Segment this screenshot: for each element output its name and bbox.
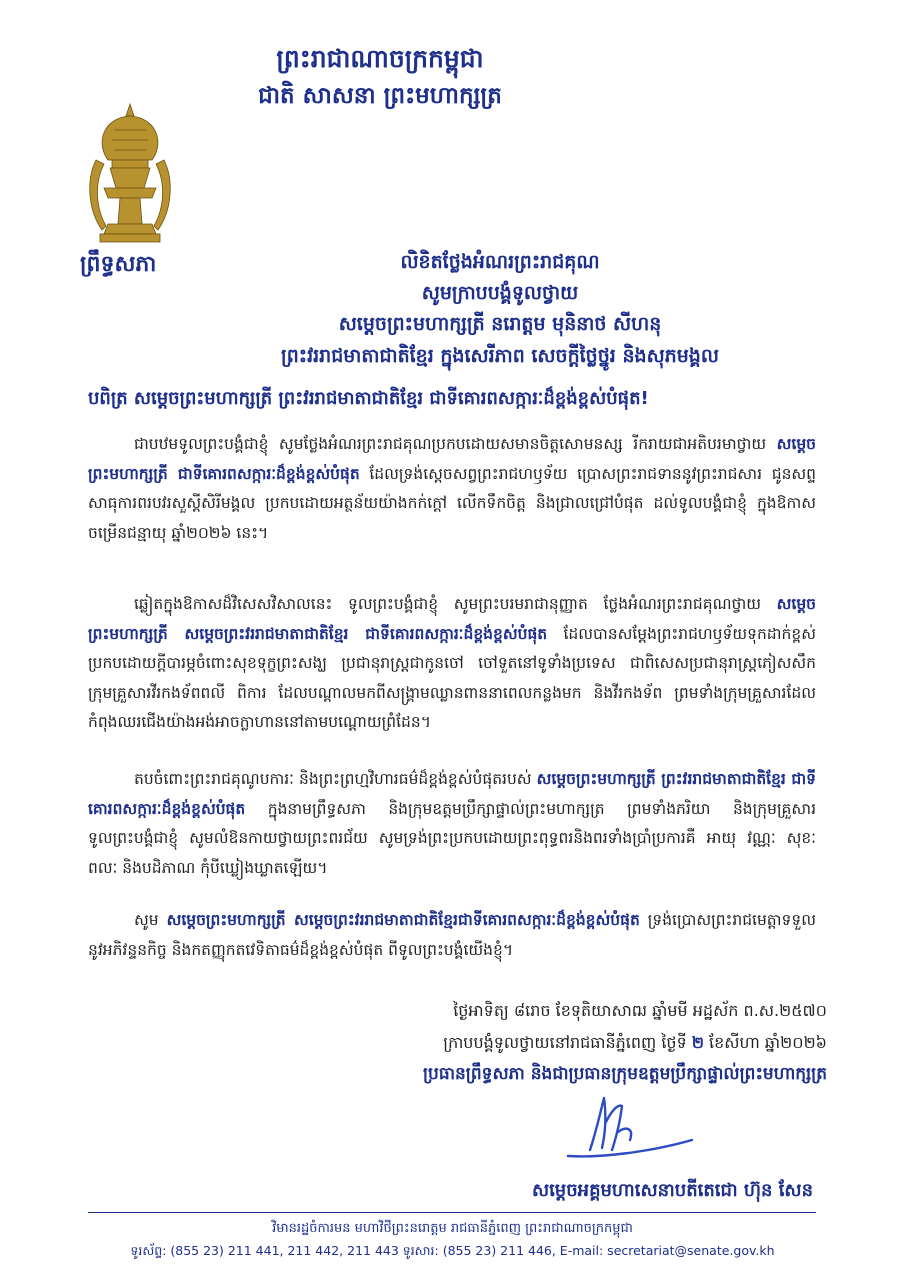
body-paragraph-4: សូម សម្តេចព្រះមហាក្សត្រី សម្តេចព្រះវររាជមាតាជាតិខ្មែរជាទីគោរពសក្ការៈដ៏ខ្ពង់ខ្ពស់បំផុត ទ្រង់ប្រោសព្រះរាជមេត្តាទទួលនូវអភិវន្ទនកិច្ច និងកតញ្ញុកតវេទិតាធម៌ដ៏ខ្ពង់ខ្ពស់បំផុត ពីទូលព្រះបង្គំយើងខ្ញុំ។ [88, 911, 816, 959]
signature-icon [560, 1092, 700, 1168]
body-paragraph-2: ឆ្លៀតក្នុងឱកាសដ៏វិសេសវិសាលនេះ ទូលព្រះបង្គំជាខ្ញុំ សូមព្រះបរមរាជានុញ្ញាត ថ្លែងអំណរព្រះរាជគុណថ្វាយ សម្តេចព្រះមហាក្សត្រី សម្តេចព្រះវររាជមាតាជាតិខ្មែរ ជាទីគោរពសក្ការៈដ៏ខ្ពង់ខ្ពស់បំផុត ដែលបានសម្តែងព្រះរាជហឫទ័យទុកដាក់ខ្ពស់ ប្រកបដោយក្តីបារម្ភចំពោះសុខទុក្ខព្រះសង្ឃ ប្រជានុរាស្ត្រជាកូនចៅ ចៅទួតនៅទូទាំងប្រទេស ជាពិសេសប្រជានុរាស្ត្រភៀសសឹក ក្រុមគ្រួសារវីរកងទ័ពពលី ពិការ ដែលបណ្តាលមកពីសង្គ្រាមឈ្លានពាននាពេលកន្លងមក និងវីរកងទ័ព ព្រមទាំងក្រុមគ្រួសារដែលកំពុងឈរជើងយ៉ាងអង់អាចក្លាហាននៅតាមបណ្តោយព្រំដែន។ [88, 595, 816, 731]
body-paragraph-3: តបចំពោះព្រះរាជគុណូបការៈ និងព្រះព្រហ្មវិហារធម៌ដ៏ខ្ពង់ខ្ពស់បំផុតរបស់ សម្តេចព្រះមហាក្សត្រី ព្រះវររាជមាតាជាតិខ្មែរ ជាទីគោរពសក្ការៈដ៏ខ្ពង់ខ្ពស់បំផុត ក្នុងនាមព្រឹទ្ធសភា និងក្រុមឧត្តមប្រឹក្សាផ្ទាល់ព្រះមហាក្សត្រ ព្រមទាំងភរិយា និងក្រុមគ្រួសារ ទូលព្រះបង្គំជាខ្ញុំ សូមលំឱនកាយថ្វាយព្រះពរជ័យ សូមទ្រង់ព្រះប្រកបដោយព្រះពុទ្ធពរនិងពរទាំងប្រាំប្រការគឺ អាយុ វណ្ណៈ សុខៈ ពលៈ និងបដិភាណ កុំបីឃ្លៀងឃ្លាតឡើយ។ [88, 770, 816, 877]
footer-address: វិមានរដ្ឋចំការមន មហាវិថីព្រះនរោត្តម រាជធានីភ្នំពេញ ព្រះរាជាណាចក្រកម្ពុជា [272, 1221, 633, 1236]
signer-position: ប្រធានព្រឹទ្ធសភា និងជាប្រធានក្រុមឧត្តមប្រឹក្សាផ្ទាល់ព្រះមហាក្សត្រ [422, 1064, 827, 1084]
addressee-name: សម្តេចព្រះមហាក្សត្រី នរោត្តម មុនិនាថ សីហនុ [338, 313, 662, 335]
footer-divider [88, 1212, 816, 1213]
senate-label: ព្រឹទ្ធសភា [80, 252, 157, 277]
royal-emblem-icon [82, 100, 178, 250]
footer-contact: ទូរស័ព្ទ: (855 23) 211 441, 211 442, 211 443 ទូរសារ: (855 23) 211 446, E-mail: secretariat@senate.gov.kh [130, 1243, 775, 1258]
addressee-title: ព្រះវររាជមាតាជាតិខ្មែរ ក្នុងសេរីភាព សេចក្តីថ្លៃថ្នូរ និងសុភមង្គល [281, 345, 719, 367]
letter-title: លិខិតថ្លែងអំណរព្រះរាជគុណ [400, 251, 600, 273]
national-motto: ជាតិ សាសនា ព្រះមហាក្សត្រ [258, 83, 502, 109]
letter-subtitle: សូមក្រាបបង្គំទូលថ្វាយ [421, 282, 579, 304]
salutation: បពិត្រ សម្តេចព្រះមហាក្សត្រី ព្រះវររាជមាតាជាតិខ្មែរ ជាទីគោរពសក្ការៈដ៏ខ្ពង់ខ្ពស់បំផុត! [88, 388, 649, 409]
place-date: ក្រាបបង្គំទូលថ្វាយនៅរាជធានីភ្នំពេញ ថ្ងៃទី ២ ខែសីហា ឆ្នាំ២០២៦ [443, 1033, 827, 1052]
kingdom-heading: ព្រះរាជាណាចក្រកម្ពុជា [276, 44, 484, 73]
body-paragraph-1: ជាបឋមទូលព្រះបង្គំជាខ្ញុំ សូមថ្លែងអំណរព្រះរាជគុណប្រកបដោយសមានចិត្តសោមនស្ស រីករាយជាអតិបរមាថ្វាយ សម្តេចព្រះមហាក្សត្រី ជាទីគោរពសក្ការៈដ៏ខ្ពង់ខ្ពស់បំផុត ដែលទ្រង់ស្តេចសព្វព្រះរាជហឫទ័យ ប្រោសព្រះរាជទាននូវព្រះរាជសារ ជូនសព្ទសាធុការពរបវរសួស្តីសិរីមង្គល ប្រកបដោយអត្ថន័យយ៉ាងកក់ក្តៅ លើកទឹកចិត្ត និងជ្រាលជ្រៅបំផុត ដល់ទូលបង្គំជាខ្ញុំ ក្នុងឱកាសចម្រើនជន្មាយុ ឆ្នាំ២០២៦ នេះ។ [88, 435, 816, 542]
lunar-date: ថ្ងៃអាទិត្យ ៨រោច ខែទុតិយាសាឍ ឆ្នាំមមី អដ្ឋស័ក ព.ស.២៥៧០ [453, 1001, 827, 1020]
signer-name: សម្តេចអគ្គមហាសេនាបតីតេជោ ហ៊ុន សែន [531, 1180, 813, 1201]
